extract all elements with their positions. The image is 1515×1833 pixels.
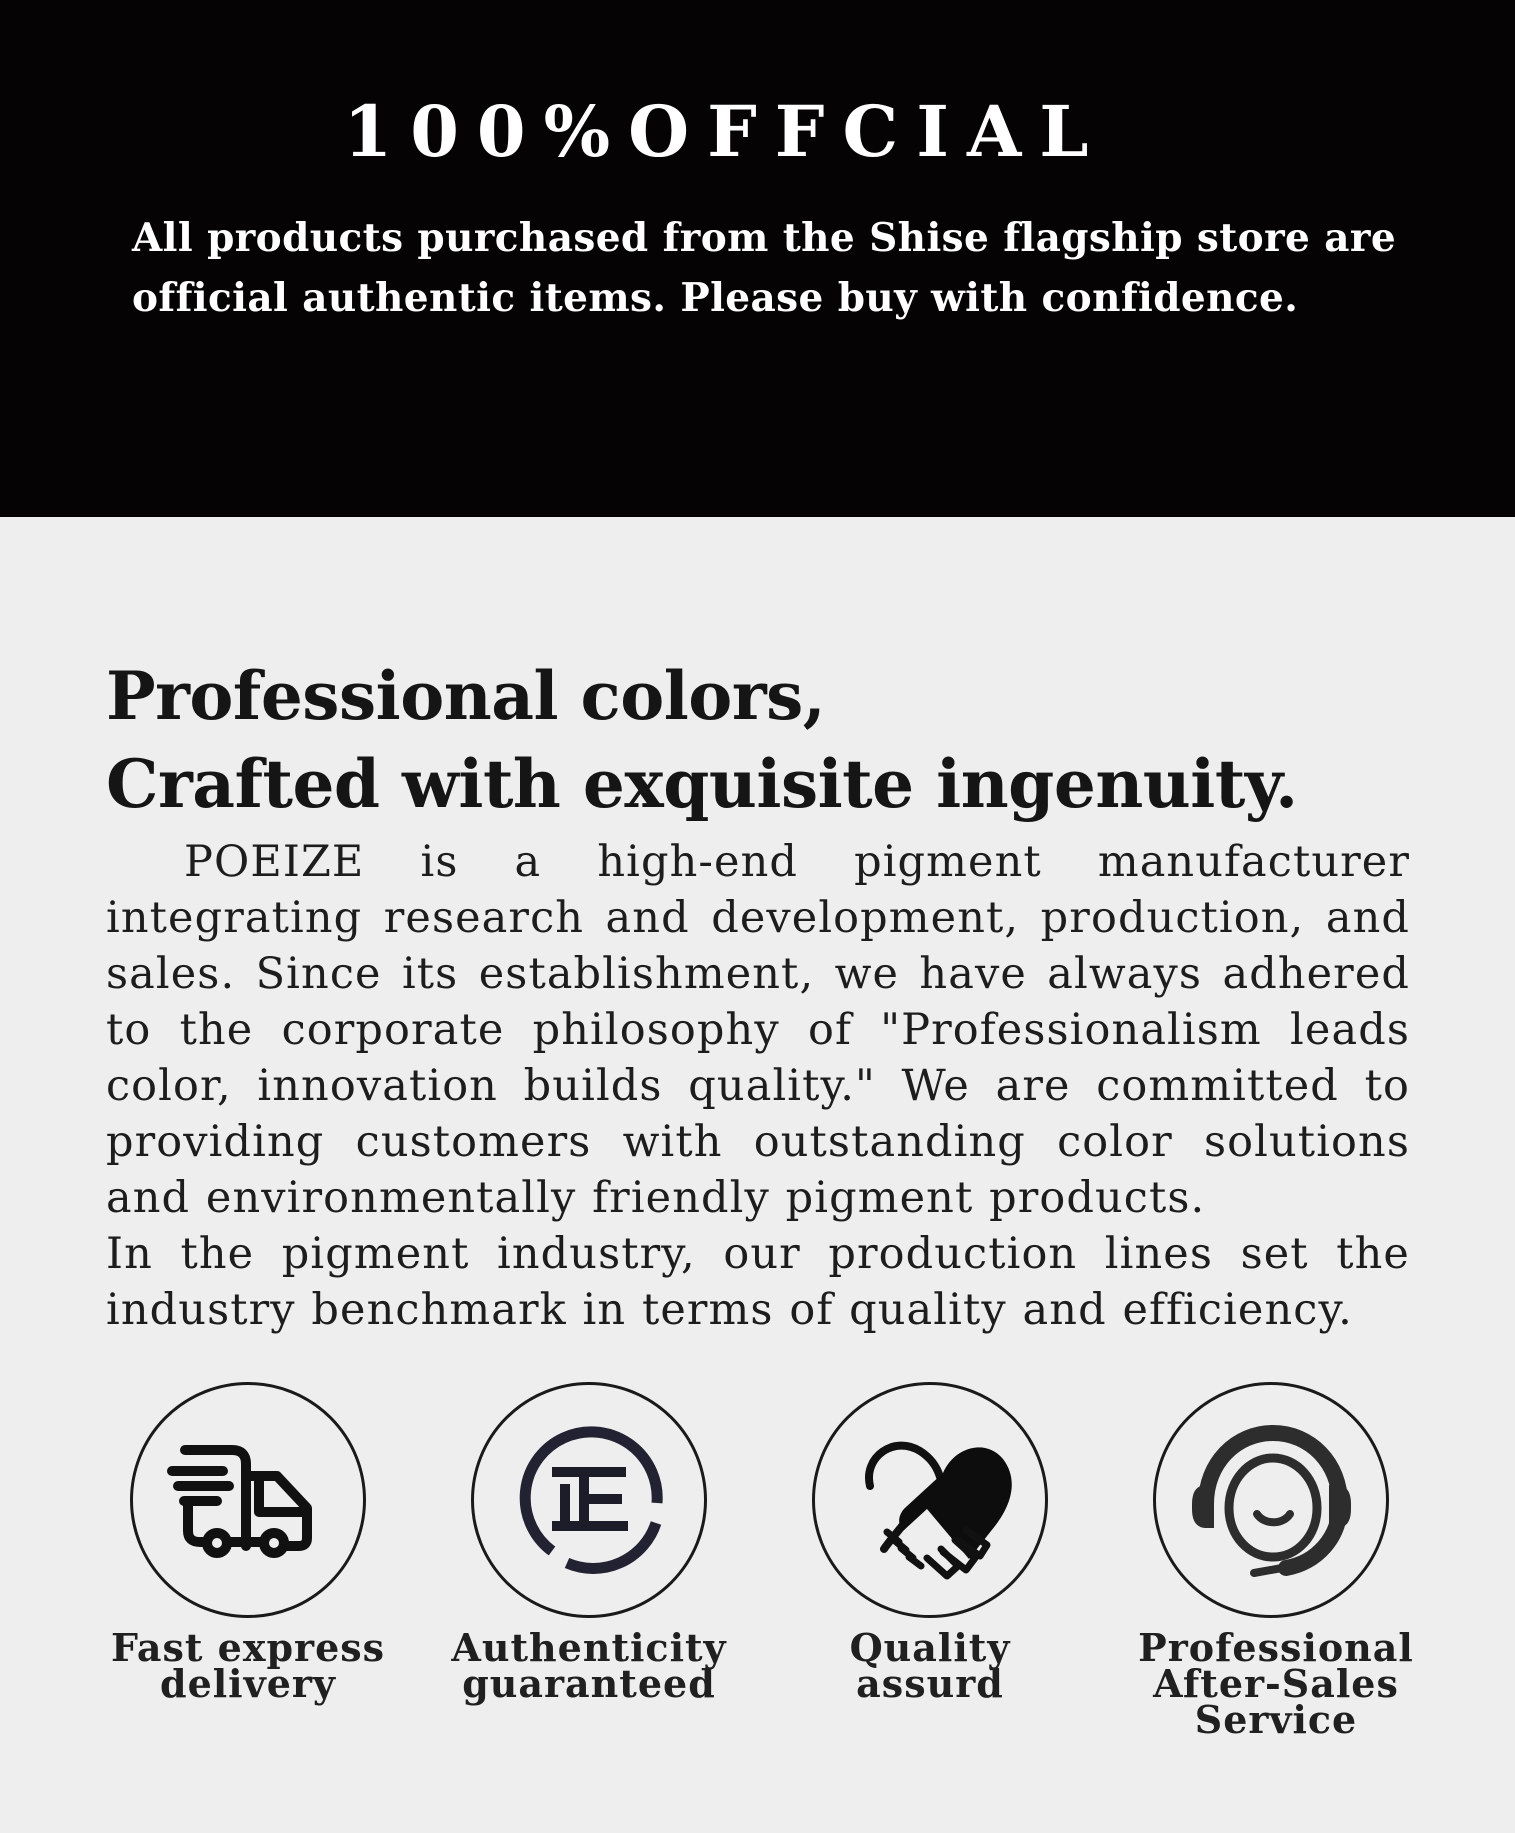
feature-label-after-sales: Professional After-Sales Service [1138,1625,1414,1742]
service-features [110,1382,1468,1742]
authenticity-seal-icon [471,1382,707,1618]
handshake-heart-icon [812,1382,1048,1618]
intro-paragraph-industry: In the pigment industry, our production lines set the industry benchmark in terms of quality and efficiency. [106,1229,1410,1335]
banner-title: 100%OFFCIAL [343,90,1107,173]
feature-label-quality-assurance: Quality assurd [849,1625,1011,1706]
headset-icon [1153,1382,1389,1618]
banner-description: All products purchased from the Shise flagship store are official authentic items. Please buy with confidence. [132,215,1397,321]
delivery-truck-icon [130,1382,366,1618]
feature-label-fast-delivery: Fast express delivery [110,1625,386,1706]
intro-heading-line-2: Crafted with exquisite ingenuity. [106,745,1298,823]
intro-heading-line-1: Professional colors, [106,657,826,735]
intro-paragraph-company: POEIZE is a high-end pigment manufacturer integrating research and development, production, and sales. Since its establishment, we have always adhered to the corporate philosophy of "Professionalism leads color, innovation builds quality." We are committed to providing customers with outstanding color solutions and environmentally friendly pigment products. [106,837,1410,1223]
official-banner [0,0,1515,517]
feature-after-sales [1138,1382,1491,1742]
brand-intro [106,652,1410,1338]
feature-label-authenticity: Authenticity guaranteed [451,1625,727,1706]
